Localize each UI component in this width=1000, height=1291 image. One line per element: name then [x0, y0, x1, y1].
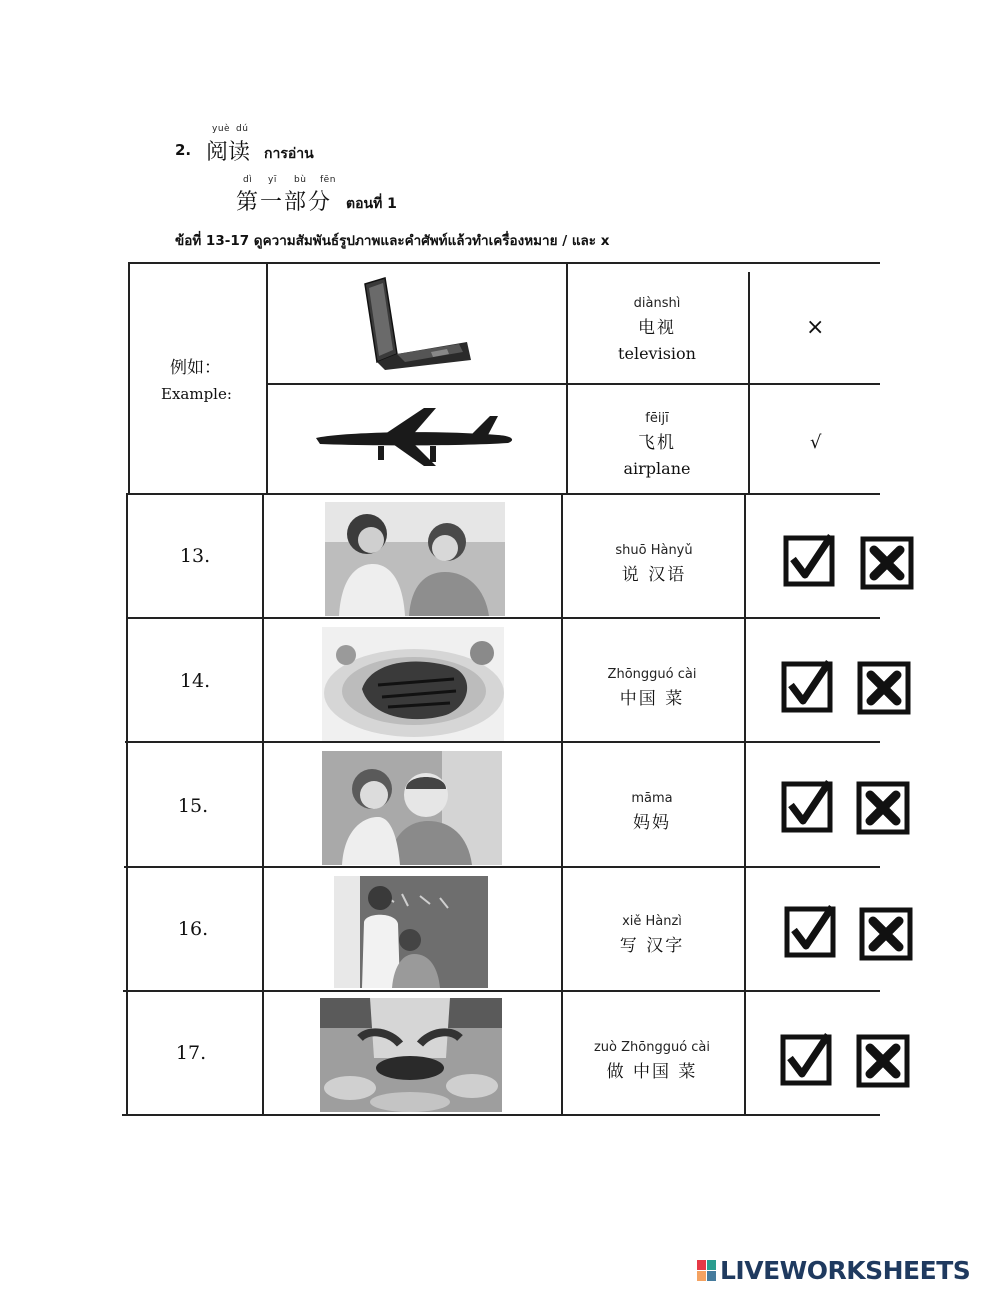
question-hanzi-14: 中国 菜 — [619, 689, 685, 709]
check-box-13[interactable] — [783, 533, 837, 587]
question-number-16: 16. — [177, 918, 209, 940]
part-title-hanzi: 第一部分 — [236, 190, 333, 215]
airplane-image — [312, 402, 518, 470]
example-label-cn: 例如： — [170, 358, 221, 378]
example-hanzi-1: 电视 — [638, 318, 676, 338]
reading-pinyin-2: dú — [236, 124, 249, 134]
question-pinyin-13: shuō Hànyǔ — [615, 543, 693, 558]
example-pinyin-2: fēijī — [645, 411, 669, 426]
question-hanzi-15: 妈妈 — [633, 813, 671, 833]
example-word-1 — [568, 296, 746, 363]
example-word-2 — [568, 411, 746, 478]
part-pinyin-3: bù — [294, 175, 307, 185]
question-number-15: 15. — [177, 795, 209, 817]
laptop-image — [355, 276, 475, 372]
example-label-en: Example: — [161, 385, 232, 403]
question-word-13 — [565, 543, 743, 585]
question-pinyin-16: xiě Hànzì — [622, 914, 682, 929]
question-number-14: 14. — [179, 670, 211, 692]
part-pinyin-4: fēn — [320, 175, 336, 185]
example-english-1: television — [618, 344, 696, 363]
check-box-14[interactable] — [781, 659, 835, 713]
question-word-17 — [563, 1040, 741, 1082]
reading-title-thai: การอ่าน — [264, 146, 314, 162]
father-and-daughter-photo — [322, 751, 502, 865]
two-women-talking-photo — [325, 502, 505, 616]
question-pinyin-14: Zhōngguó cài — [607, 667, 697, 682]
man-cooking-photo — [320, 998, 502, 1112]
liveworksheets-logo — [697, 1256, 970, 1285]
instructions: ข้อที่ 13-17 ดูความสัมพันธ์รูปภาพและคำศัพท์แล้วทำเครื่องหมาย / และ x — [175, 233, 610, 249]
logo-icon — [697, 1260, 716, 1281]
section-number: 2. — [175, 141, 192, 159]
part-pinyin-1: dì — [243, 175, 253, 185]
question-word-16 — [563, 914, 741, 956]
check-box-15[interactable] — [781, 779, 835, 833]
cross-box-16[interactable] — [859, 907, 913, 961]
part-title-thai: ตอนที่ 1 — [346, 196, 397, 212]
question-number-13: 13. — [179, 545, 211, 567]
example-answer-1: × — [806, 315, 825, 340]
example-hanzi-2: 飞机 — [638, 433, 676, 453]
question-hanzi-17: 做 中国 菜 — [606, 1062, 698, 1082]
cross-box-15[interactable] — [856, 781, 910, 835]
cross-box-13[interactable] — [860, 536, 914, 590]
question-word-15 — [563, 791, 741, 833]
reading-title-hanzi: 阅读 — [206, 140, 251, 165]
cross-box-14[interactable] — [857, 661, 911, 715]
question-number-17: 17. — [175, 1042, 207, 1064]
question-hanzi-16: 写 汉字 — [619, 936, 685, 956]
question-hanzi-13: 说 汉语 — [621, 565, 687, 585]
teacher-and-child-at-blackboard-photo — [334, 876, 488, 988]
question-pinyin-17: zuò Zhōngguó cài — [593, 1040, 711, 1055]
question-word-14 — [563, 667, 741, 709]
check-box-17[interactable] — [780, 1032, 834, 1086]
example-answer-2: √ — [810, 432, 822, 453]
cross-box-17[interactable] — [856, 1034, 910, 1088]
example-pinyin-1: diànshì — [633, 296, 681, 311]
check-box-16[interactable] — [784, 904, 838, 958]
part-pinyin-2: yī — [268, 175, 277, 185]
reading-pinyin-1: yuè — [212, 124, 231, 134]
example-english-2: airplane — [623, 459, 691, 478]
grilled-meat-dish-photo — [322, 627, 504, 741]
logo-text: LIVEWORKSHEETS — [720, 1256, 971, 1285]
question-pinyin-15: māma — [631, 791, 673, 806]
